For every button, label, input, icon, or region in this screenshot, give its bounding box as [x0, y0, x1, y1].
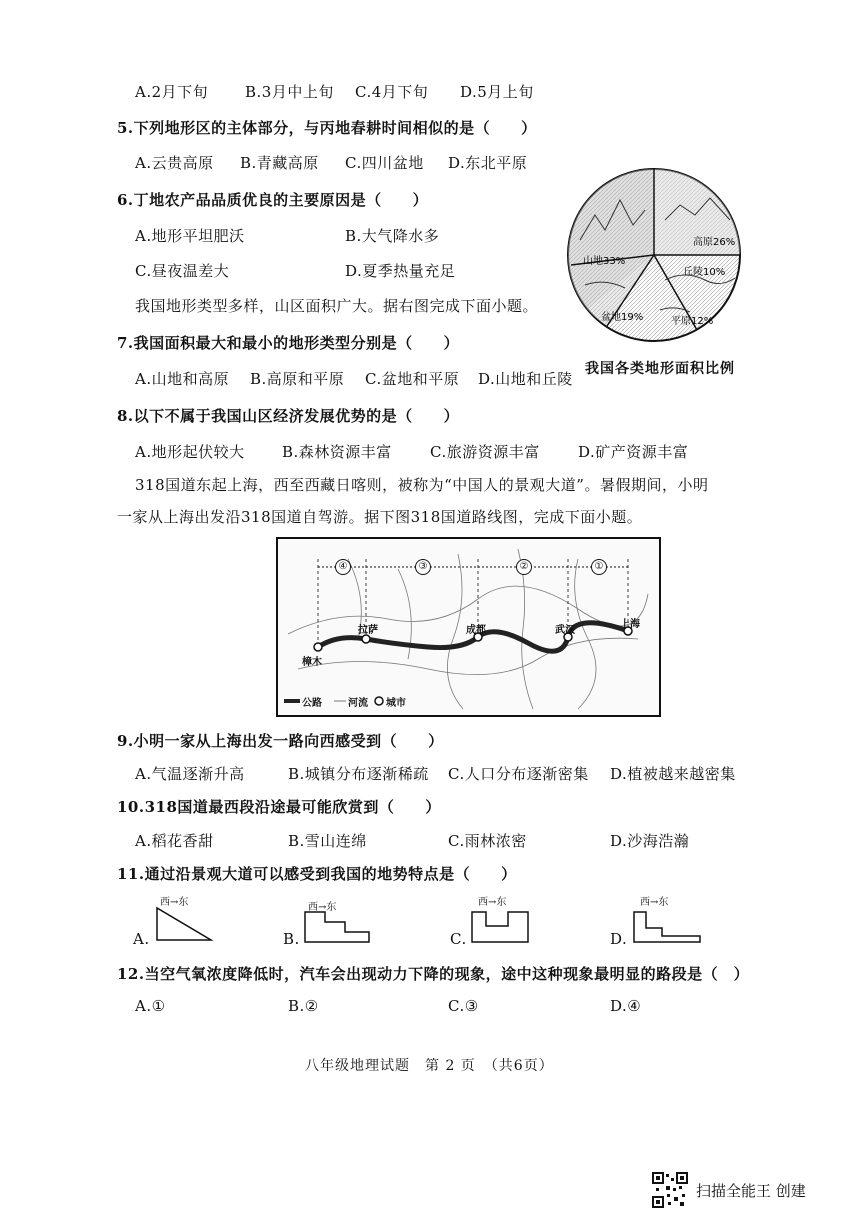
legend-highway: 公路: [302, 698, 322, 709]
q7-option-c: C.盆地和平原: [365, 370, 460, 388]
q10-option-a: A.稻花香甜: [135, 832, 214, 850]
question-7: 7.我国面积最大和最小的地形类型分别是（ ）: [117, 334, 460, 352]
q9-option-c: C.人口分布逐渐密集: [448, 765, 589, 783]
q5-option-c: C.四川盆地: [345, 154, 424, 172]
terrain-area-pie-chart: [565, 160, 743, 350]
question-10: 10.318国道最西段沿途最可能欣赏到（ ）: [117, 798, 441, 816]
pie-caption: 我国各类地形面积比例: [585, 361, 735, 377]
pie-label-plateau: 高原26%: [693, 237, 736, 248]
pie-label-basin: 盆地19%: [601, 312, 644, 323]
q8-option-c: C.旅游资源丰富: [430, 443, 540, 461]
legend-river: 河流: [348, 698, 368, 709]
q7-option-b: B.高原和平原: [250, 370, 345, 388]
city-lhasa: 拉萨: [358, 625, 378, 636]
city-zhangmu: 樟木: [302, 657, 322, 668]
q11-option-d: D.: [610, 930, 628, 948]
q5-option-b: B.青藏高原: [240, 154, 319, 172]
q11-d-profile: [632, 906, 704, 944]
intro-9-12-line1: 318国道东起上海，西至西藏日喀则，被称为“中国人的景观大道”。暑假期间，小明: [135, 476, 709, 494]
q4-option-b: B.3月中上旬: [245, 83, 334, 101]
city-chengdu: 成都: [466, 625, 486, 636]
q11-a-direction: 西→东: [160, 897, 189, 908]
q7-option-d: D.山地和丘陵: [478, 370, 573, 388]
q4-option-d: D.5月上旬: [460, 83, 534, 101]
intro-7-8: 我国地形类型多样，山区面积广大。据右图完成下面小题。: [135, 297, 539, 315]
q12-option-b: B.②: [288, 997, 319, 1015]
q11-option-a: A.: [133, 930, 150, 948]
q8-option-a: A.地形起伏较大: [135, 443, 245, 461]
q4-option-c: C.4月下旬: [355, 83, 429, 101]
q11-option-c: C.: [450, 930, 467, 948]
segment-3-label: ③: [415, 559, 431, 575]
question-8: 8.以下不属于我国山区经济发展优势的是（ ）: [117, 407, 460, 425]
q10-option-d: D.沙海浩瀚: [610, 832, 690, 850]
pie-label-hill: 丘陵10%: [683, 267, 726, 278]
q5-option-a: A.云贵高原: [135, 154, 214, 172]
q6-option-d: D.夏季热量充足: [345, 262, 456, 280]
question-9: 9.小明一家从上海出发一路向西感受到（ ）: [117, 732, 444, 750]
q11-b-profile: [303, 910, 373, 944]
q6-option-c: C.昼夜温差大: [135, 262, 230, 280]
city-wuhan: 武汉: [555, 625, 575, 636]
scanner-text: 扫描全能王 创建: [696, 1181, 806, 1200]
q12-option-d: D.④: [610, 997, 642, 1015]
q11-c-direction: 西→东: [478, 897, 507, 908]
q5-option-d: D.东北平原: [448, 154, 528, 172]
question-6: 6.丁地农产品品质优良的主要原因是（ ）: [117, 191, 429, 209]
q9-option-b: B.城镇分布逐渐稀疏: [288, 765, 429, 783]
pie-label-mountain: 山地33%: [583, 256, 626, 267]
pie-label-plain: 平原12%: [671, 316, 714, 327]
question-12: 12.当空气氧浓度降低时，汽车会出现动力下降的现象，途中这种现象最明显的路段是（ ）: [117, 965, 750, 983]
q11-c-profile: [470, 906, 540, 944]
segment-4-label: ④: [335, 559, 351, 575]
q6-option-b: B.大气降水多: [345, 227, 440, 245]
q10-option-b: B.雪山连绵: [288, 832, 367, 850]
q11-b-direction: 西→东: [308, 902, 337, 913]
route-318-map: [276, 537, 661, 717]
segment-2-label: ②: [516, 559, 532, 575]
q11-a-profile: [155, 906, 215, 942]
q8-option-b: B.森林资源丰富: [282, 443, 392, 461]
question-11: 11.通过沿景观大道可以感受到我国的地势特点是（ ）: [117, 865, 517, 883]
qr-code-icon: [652, 1172, 688, 1208]
q11-option-b: B.: [283, 930, 300, 948]
q10-option-c: C.雨林浓密: [448, 832, 527, 850]
page-footer: 八年级地理试题 第 2 页 （共6页）: [305, 1058, 554, 1074]
q8-option-d: D.矿产资源丰富: [578, 443, 689, 461]
scanner-watermark: [652, 1172, 806, 1208]
city-shanghai: 上海: [620, 619, 640, 630]
segment-1-label: ①: [591, 559, 607, 575]
legend-city: 城市: [386, 698, 406, 709]
q4-option-a: A.2月下旬: [135, 83, 209, 101]
q12-option-c: C.③: [448, 997, 479, 1015]
q9-option-d: D.植被越来越密集: [610, 765, 736, 783]
question-5: 5.下列地形区的主体部分，与丙地春耕时间相似的是（ ）: [117, 119, 537, 137]
q11-d-direction: 西→东: [640, 897, 669, 908]
q6-option-a: A.地形平坦肥沃: [135, 227, 245, 245]
q12-option-a: A.①: [135, 997, 166, 1015]
intro-9-12-line2: 一家从上海出发沿318国道自驾游。据下图318国道路线图，完成下面小题。: [117, 508, 643, 526]
q7-option-a: A.山地和高原: [135, 370, 230, 388]
q9-option-a: A.气温逐渐升高: [135, 765, 245, 783]
